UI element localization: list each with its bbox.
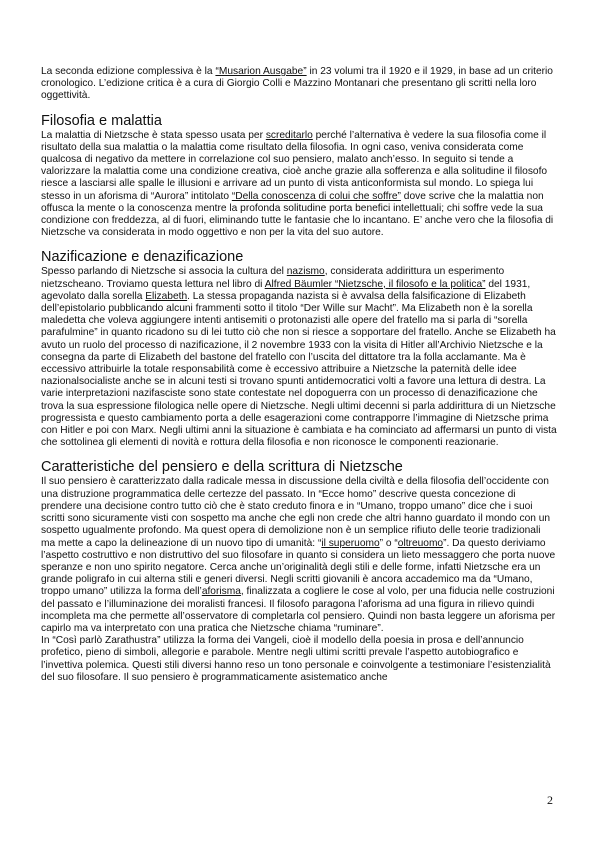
page-number: 2	[547, 793, 553, 807]
text-run: ”. Da questo deriviamo l’aspetto costruttivo e non distruttivo del suo filosofare in quanto si considera un lieto messaggero che porta nuove speranze e non uno spirito negatore. Cerca anche un’originalità degli stili e delle forme, infatti Nietzsche era un grande poligrafo in cui alterna stili e generi diversi. Negli scritti giovanili è ancora accademico ma da “Umano, troppo umano” utilizza la forma dell’	[41, 537, 556, 598]
section	[41, 459, 557, 683]
sections-container	[41, 113, 557, 684]
page-content	[41, 66, 557, 684]
text-run: Spesso parlando di Nietzsche si associa la cultura del	[41, 266, 287, 278]
section-heading: Filosofia e malattia	[41, 112, 162, 129]
inline-link[interactable]: “Della conoscenza di colui che soffre”	[231, 190, 401, 202]
section-heading: Nazificazione e denazificazione	[41, 249, 244, 266]
text-run: del 1931, agevolato dalla sorella	[41, 278, 531, 302]
text-run: Il suo pensiero è caratterizzato dalla radicale messa in discussione della civiltà e della filosofia dell’occidente con una distruzione programmatica delle certezze del passato. In “Ecce homo” descrive questa concezione di prendere una decisione contro tutto ciò che è stato creduto finora e in “Umano, troppo umano” dice che i suoi scritti sono sicuramente visti con sospetto ma anche che egli non crede che altri hanno guardato il mondo con un sospetto ugualmente profondo. Ma quest opera di demolizione non è un semplice rifiuto delle teorie tradizionali ma mette a capo la delineazione di un nuovo tipo di umanità: “	[41, 476, 551, 549]
inline-link[interactable]: il superuomo	[321, 537, 380, 549]
intro-paragraph	[41, 66, 557, 103]
section-paragraph	[41, 130, 557, 240]
text-run: in 23 volumi tra il 1920 e il 1929, in base ad un criterio cronologico. L’edizione critica è a cura di Giorgio Colli e Mazzino Montanari che presentano gli scritti nella loro oggettività.	[41, 66, 553, 102]
inline-link[interactable]: Elizabeth	[145, 290, 188, 302]
text-run: ” o “	[379, 537, 398, 549]
text-run: , finalizzata a cogliere le cose al volo, per una fiducia nelle costruzioni del passato e l’illuminazione dei moralisti francesi. Il filosofo paragona l’aforisma ad una figura in rilievo quindi incompleta ma che permette all’osservatore di completarla col pensiero. Quindi non basta leggere un aforisma per capirlo ma va interpretato con una pratica che Nietzsche chiama “ruminare”.	[41, 586, 556, 634]
section	[41, 113, 557, 240]
inline-link[interactable]: Alfred Bäumler “Nietzsche, il filosofo e la politica”	[264, 278, 486, 290]
inline-link[interactable]: “Musarion Ausgabe”	[215, 66, 307, 77]
section	[41, 249, 557, 449]
text-run: dove scrive che la malattia non offusca la mente o la conoscenza mentre la profonda solitudine porta benefici intellettuali; chi soffre vede la sua condizione con freddezza, al di fuori, eliminando tutte le fantasie che lo incantano. E’ anche vero che la filosofia di Nietzsche va considerata in modo oggettivo e non per la vita del suo autore.	[41, 190, 554, 239]
section-paragraph	[41, 635, 557, 684]
section-paragraph	[41, 476, 557, 635]
text-run: perché l’alternativa è vedere la sua filosofia come il risultato della sua malattia o la malattia come risultato della filosofia. In ogni caso, veniva considerata come qualcosa di negativo da mettere in correlazione col suo pensiero, malato anch’esso. In seguito si tende a valorizzare la malattia come una condizione creativa, cioè anche grazie alla sofferenza e alla solitudine il filosofo riesce a lasciarsi alle spalle le illusioni e arrivare ad un punto di vista anticonformista sul mondo. Lo spiega lui stesso in un aforisma di “Aurora” intitolato	[41, 129, 548, 202]
inline-link[interactable]: aforisma	[201, 586, 241, 598]
text-run: La malattia di Nietzsche è stata spesso usata per	[41, 129, 266, 141]
text-run: , considerata addirittura un esperimento nietzscheano. Troviamo questa lettura nel libro di	[41, 266, 505, 290]
text-run: La seconda edizione complessiva è la	[41, 66, 216, 77]
section-paragraph	[41, 266, 557, 449]
inline-link[interactable]: oltreuomo	[397, 537, 444, 549]
inline-link[interactable]: nazismo	[286, 266, 325, 278]
text-run: In “Così parlò Zarathustra” utilizza la forma dei Vangeli, cioè il modello della poesia in prosa e dell’annuncio profetico, pieno di simboli, allegorie e parabole. Mentre negli ultimi scritti prevale l’aspetto autobiografico e l’invettiva polemica. Questi stili diversi hanno reso un tono personale e coinvolgente a testimoniare l’esistenzialità del suo filosofare. Il suo pensiero è programmaticamente asistematico anche	[41, 635, 551, 683]
text-run: . La stessa propaganda nazista si è avvalsa della falsificazione di Elizabeth dell’epistolario pubblicando alcuni frammenti sotto il titolo “Der Wille sur Macht”. Ma Elizabeth non è la sorella maledetta che voleva aggiungere intenti antisemiti o protonazisti alle opere del fratello ma si parla di “sorella parafulmine” in quanto ricadono su di lei tutto ciò che non si riesce a sopportare del fratello. Anche se Elizabeth ha avuto un ruolo del processo di nazificazione, il 2 novembre 1933 con la visita di Hitler all’Archivio Nietzsche e la consegna da parte di Elizabeth del bastone del fratello con l’uscita del dittatore tra la folla acclamante. Ma è eccessivo attribuirle la totale responsabilità come è eccessivo attribuire a Nietzsche la paternità delle idee nazionalsocialiste anche se in alcuni testi si trovano spunti antidemocratici volti a favore una lettura di destra. La varie interpretazioni nazifasciste sono state contestate nel dopoguerra con un processo di denazificazione che trova la sua espressione filologica nelle opere di Nietzsche. Negli ultimi decenni si parla addirittura di un Nietzsche progressista e questo cambiamento porta a delle esagerazioni come contrapporre l’immagine di Nietzsche prima con Hitler e poi con Marx. Negli ultimi anni la situazione è cambiata e ha cominciato ad affermarsi un punto di vista che sottolinea gli elementi di novità e rottura della filosofia e non riconosce le componenti reazionarie.	[41, 290, 557, 449]
section-heading: Caratteristiche del pensiero e della scrittura di Nietzsche	[41, 459, 403, 476]
inline-link[interactable]: screditarlo	[265, 129, 313, 141]
